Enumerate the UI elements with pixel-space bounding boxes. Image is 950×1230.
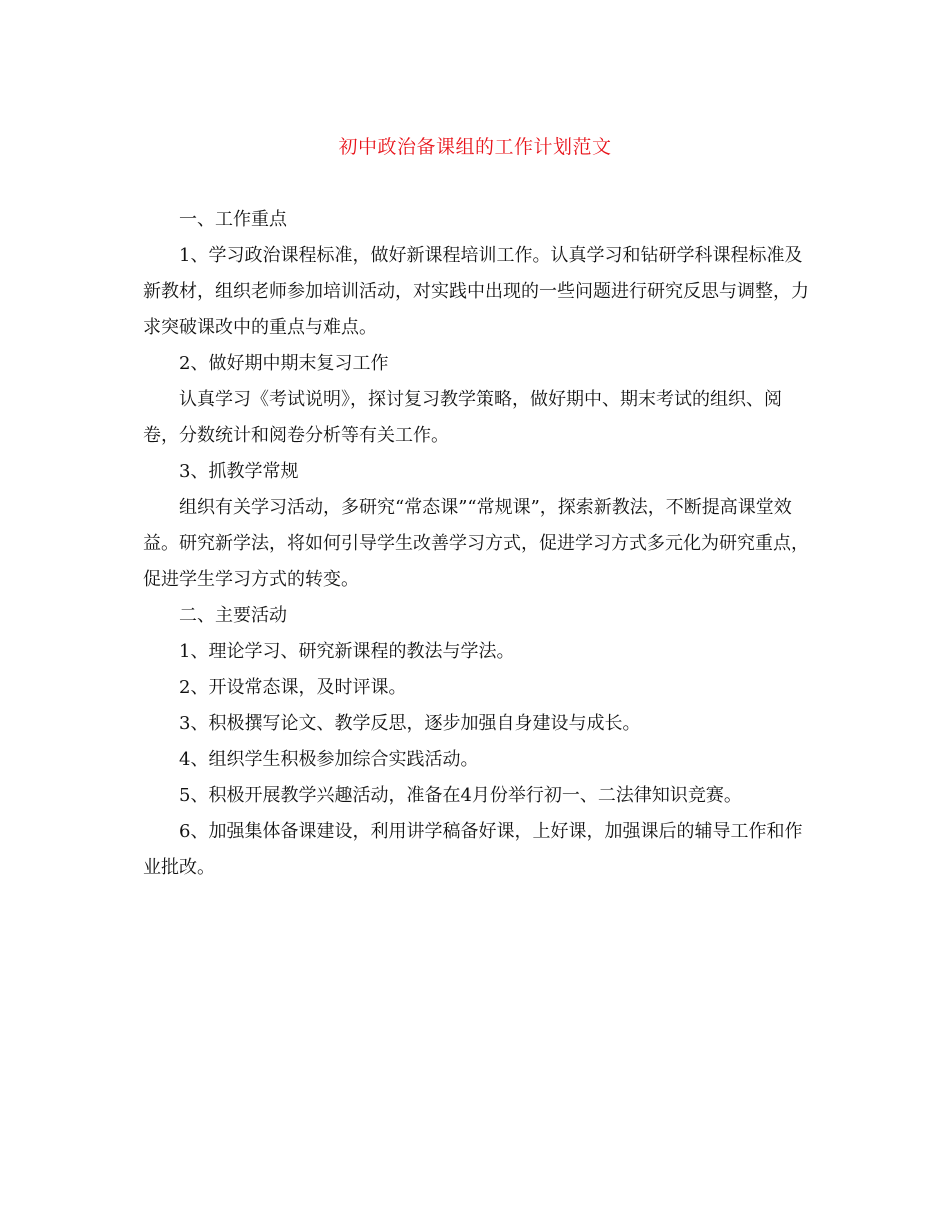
activity-item-4: 4、组织学生积极参加综合实践活动。 bbox=[179, 749, 479, 770]
activity-item-2: 2、开设常态课，及时评课。 bbox=[179, 677, 407, 698]
paragraph-item-2-heading: 2、做好期中期末复习工作 bbox=[179, 353, 389, 374]
section-heading-key-work: 一、工作重点 bbox=[179, 209, 287, 230]
activity-item-5: 5、积极开展教学兴趣活动，准备在4月份举行初一、二法律知识竞赛。 bbox=[179, 785, 742, 806]
document-body bbox=[143, 202, 813, 886]
paragraph-item-3-heading: 3、抓教学常规 bbox=[179, 461, 299, 482]
paragraph-item-3-body: 组织有关学习活动，多研究“常态课”“常规课”，探索新教法，不断提高课堂效益。研究新学法，将如何引导学生改善学习方式，促进学习方式多元化为研究重点，促进学生学习方式的转变。 bbox=[143, 497, 809, 590]
paragraph-item-1: 1、学习政治课程标准，做好新课程培训工作。认真学习和钻研学科课程标准及新教材，组织老师参加培训活动，对实践中出现的一些问题进行研究反思与调整，力求突破课改中的重点与难点。 bbox=[143, 245, 809, 338]
activity-item-3: 3、积极撰写论文、教学反思，逐步加强自身建设与成长。 bbox=[179, 713, 641, 734]
section-heading-main-activities: 二、主要活动 bbox=[179, 605, 287, 626]
document-title: 初中政治备课组的工作计划范文 bbox=[338, 136, 612, 158]
activity-item-6: 6、加强集体备课建设，利用讲学稿备好课，上好课，加强课后的辅导工作和作业批改。 bbox=[143, 821, 803, 878]
activity-item-1: 1、理论学习、研究新课程的教法与学法。 bbox=[179, 641, 515, 662]
paragraph-item-2-body: 认真学习《考试说明》，探讨复习教学策略，做好期中、期末考试的组织、阅卷，分数统计和阅卷分析等有关工作。 bbox=[143, 389, 782, 446]
